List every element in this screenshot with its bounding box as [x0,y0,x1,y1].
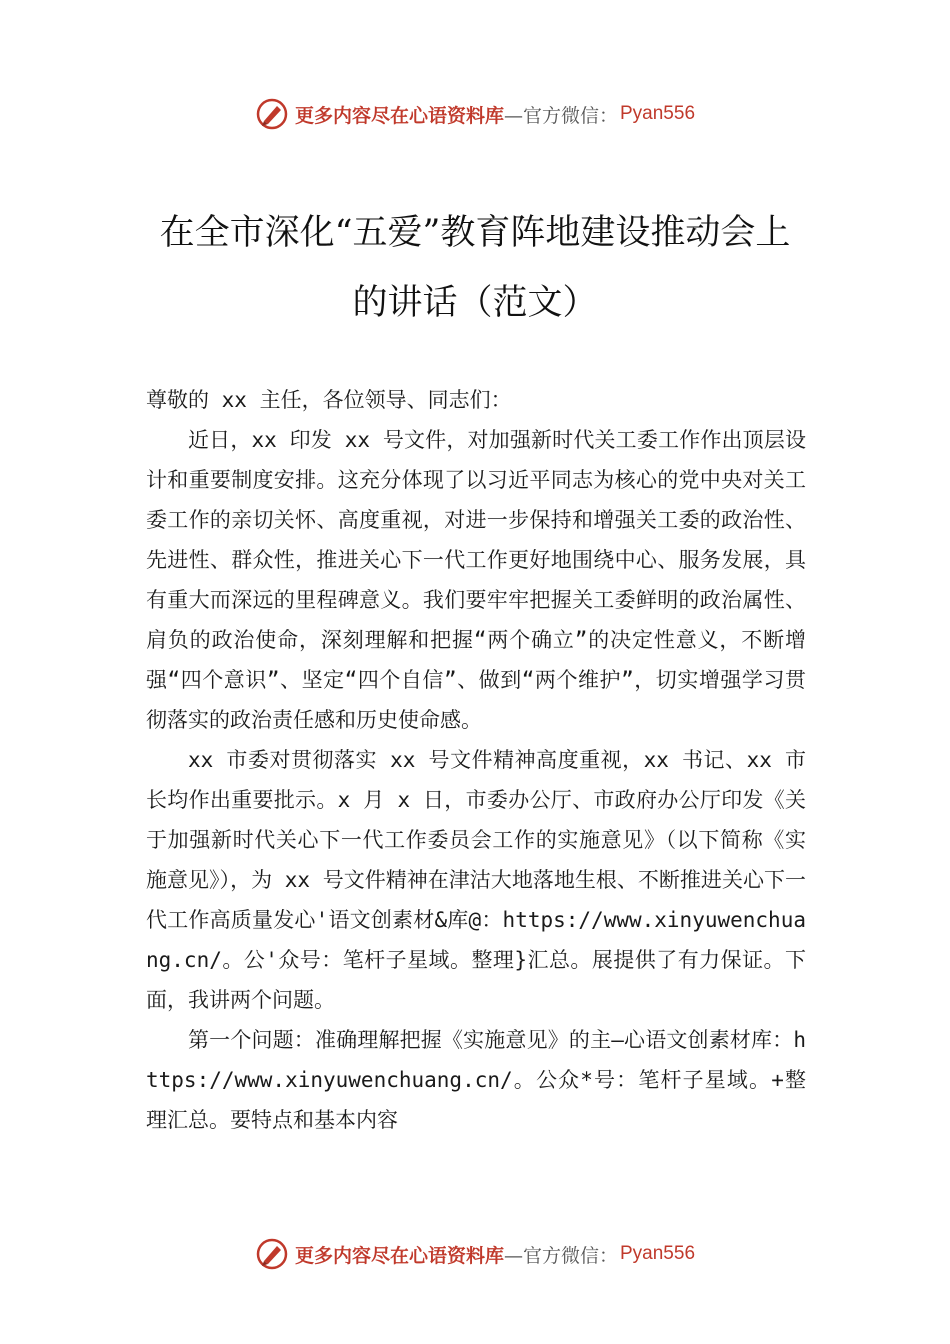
paragraph-1: 近日，xx 印发 xx 号文件，对加强新时代关工委工作作出顶层设计和重要制度安排。这充分体现了以习近平同志为核心的党中央对关工委工作的亲切关怀、高度重视，对进一步保持和增强关工委的政治性、先进性、群众性，推进关心下一代工作更好地围绕中心、服务发展，具有重大而深远的里程碑意义。我们要牢牢把握关工委鲜明的政治属性、肩负的政治使命，深刻理解和把握“两个确立”的决定性意义，不断增强“四个意识”、坚定“四个自信”、做到“两个维护”，切实增强学习贯彻落实的政治责任感和历史使命感。 [146,428,806,732]
document-title [0,198,950,338]
banner-account: Pyan556 [620,1243,696,1264]
title-line-2: 的讲话（范文） [352,283,598,323]
watermark-banner-top [0,92,950,136]
document-body [146,380,806,1140]
banner-separator: —官方微信： [503,104,618,127]
banner-account: Pyan556 [620,103,696,124]
paragraph-3: 第一个问题：准确理解把握《实施意见》的主—心语文创素材库：https://www.xinyuwenchuang.cn/。公众*号：笔杆子星域。+整理汇总。要特点和基本内容 [146,1028,806,1132]
title-line-1: 在全市深化“五爱”教育阵地建设推动会上 [159,213,791,253]
banner-brand: 更多内容尽在心语资料库 [294,1244,504,1267]
watermark-banner-bottom [0,1232,950,1276]
banner-brand: 更多内容尽在心语资料库 [294,104,504,127]
salutation: 尊敬的 xx 主任，各位领导、同志们： [146,388,512,412]
paragraph-2: xx 市委对贯彻落实 xx 号文件精神高度重视，xx 书记、xx 市长均作出重要批示。x 月 x 日，市委办公厅、市政府办公厅印发《关于加强新时代关心下一代工作委员会工作的实施意见》（以下简称《实施意见》），为 xx 号文件精神在津沽大地落地生根、不断推进关心下一代工作高质量发心'语文创素材&库@：https://www.xinyuwenchuang.cn/。公'众号：笔杆子星域。整理}汇总。展提供了有力保证。下面，我讲两个问题。 [146,748,806,1012]
banner-separator: —官方微信： [503,1244,618,1267]
pen-logo-icon [255,97,289,131]
pen-logo-icon [255,1237,289,1271]
